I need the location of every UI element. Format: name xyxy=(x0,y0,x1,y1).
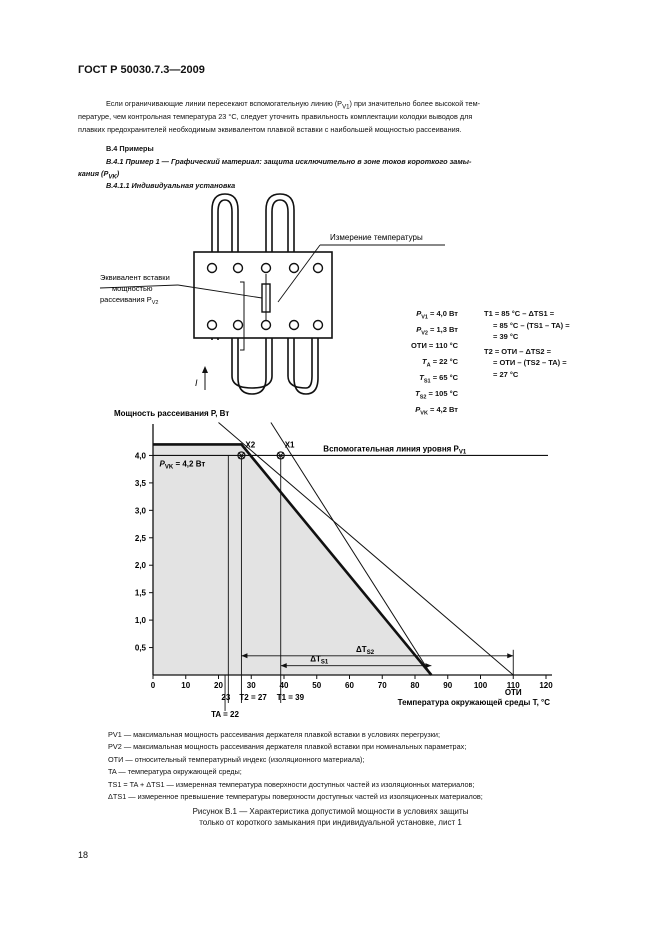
x-tick-label: 50 xyxy=(312,681,322,690)
y-tick-label: 3,5 xyxy=(134,478,146,488)
param-value: = 105 °С xyxy=(426,389,458,398)
chart-ylabel: Мощность рассеивания P, Вт xyxy=(114,409,230,418)
marker-label: X1 xyxy=(284,440,295,450)
x-tick-label: 60 xyxy=(345,681,354,690)
param-sub: V2 xyxy=(421,330,428,337)
param-right-row: T2 = ОТИ – ΔTS2 = xyxy=(484,346,552,356)
x-tick-label: 80 xyxy=(410,681,420,690)
param-left-row xyxy=(378,356,458,372)
terminal-screw xyxy=(208,321,217,330)
param-right-row: = 85 °С – (TS1 – TA) = xyxy=(493,320,570,330)
legend-line: ОТИ — относительный температурный индекс (изоляционного материала); xyxy=(108,754,365,764)
chart-body xyxy=(135,423,553,719)
terminal-screw xyxy=(314,321,323,330)
param-sub: A xyxy=(426,362,431,369)
delta-label-sub: S2 xyxy=(366,649,375,656)
param-left-row xyxy=(378,372,458,388)
terminal-screw xyxy=(290,264,299,273)
x-tick-label: 20 xyxy=(214,681,223,690)
current-arrow-head xyxy=(202,366,208,373)
x-tick-label: 90 xyxy=(443,681,453,690)
param-left-row xyxy=(378,324,458,340)
y-tick-label: 2,0 xyxy=(134,561,146,571)
x-tick-label: 120 xyxy=(539,681,553,690)
x-tick-label: 0 xyxy=(150,681,156,690)
legend-line: TA — температура окружающей среды; xyxy=(108,767,242,777)
figure-caption-2: только от короткого замыкания при индивидуальной установке, лист 1 xyxy=(199,818,462,827)
aux-line-sub: V1 xyxy=(458,449,467,456)
param-sub: S2 xyxy=(419,394,427,401)
pvk-label-sub: VK xyxy=(164,464,174,471)
y-tick-label: 1,5 xyxy=(134,588,146,598)
y-tick-label: 2,5 xyxy=(134,533,146,543)
param-name: P xyxy=(416,309,422,318)
param-value: = 65 °С xyxy=(430,373,458,382)
document-header: ГОСТ Р 50030.7.3—2009 xyxy=(78,64,205,76)
bottom-label: ОТИ xyxy=(504,688,522,697)
terminal-screw xyxy=(234,321,243,330)
param-name: ОТИ xyxy=(411,341,427,350)
intro-sub: V1 xyxy=(342,103,350,111)
power-chart xyxy=(0,400,661,725)
delta-arrow-right xyxy=(507,653,513,658)
intro-text-b: ) при значительно более высокой тем- xyxy=(349,99,481,108)
permissible-area xyxy=(153,444,431,675)
terminal-screw xyxy=(234,264,243,273)
bottom-label: T2 = 27 xyxy=(239,693,267,702)
current-label: I xyxy=(195,378,198,388)
section-b41-cont-text: кания (P xyxy=(78,169,109,178)
page-number: 18 xyxy=(78,850,89,860)
equiv-label-2: мощностью xyxy=(112,284,153,293)
param-left-row xyxy=(378,308,458,324)
params-right xyxy=(484,308,614,380)
legend-line: TS1 = TA + ΔTS1 — измеренная температура поверхности доступных частей из изоляционных материалов; xyxy=(108,779,475,789)
x-tick-label: 110 xyxy=(506,681,520,690)
chart-xlabel: Температура окружающей среды T, °С xyxy=(397,698,550,707)
param-sub: V1 xyxy=(421,314,428,321)
y-tick-label: 0,5 xyxy=(134,643,146,653)
legend-line: PV1 — максимальная мощность рассеивания держателя плавкой вставки в условиях перегрузки; xyxy=(108,730,441,739)
x-tick-label: 10 xyxy=(181,681,191,690)
section-b41: В.4.1 Пример 1 — Графический материал: защита исключительно в зоне токов короткого замы- xyxy=(106,157,472,166)
param-right-row: T1 = 85 °С – ΔTS1 = xyxy=(484,309,555,318)
equiv-label-3 xyxy=(100,295,159,306)
terminal-screw xyxy=(262,321,271,330)
x-tick-label: 70 xyxy=(377,681,387,690)
ta-label: TA = 22 xyxy=(211,710,239,719)
section-b4: В.4 Примеры xyxy=(106,144,154,153)
delta-label-text: ΔT xyxy=(310,654,321,664)
equiv-label-3-text: рассеивания P xyxy=(100,295,152,304)
param-right-row: = 39 °С xyxy=(493,332,519,341)
temp-measurement-label: Измерение температуры xyxy=(330,233,423,242)
terminal-screw xyxy=(262,264,271,273)
terminal-screw xyxy=(314,264,323,273)
legend-line: ΔTS1 — измеренное превышение температуры поверхности доступных частей из изоляционных материалов; xyxy=(108,792,483,801)
param-right-row: = ОТИ – (TS2 – TA) = xyxy=(493,358,567,367)
terminal-screw xyxy=(290,321,299,330)
bottom-label: T1 = 39 xyxy=(276,693,305,702)
legend-line: PV2 — максимальная мощность рассеивания держателя плавкой вставки при номинальных параметрах; xyxy=(108,742,467,752)
param-name: T xyxy=(419,373,424,382)
delta-label-text: ΔT xyxy=(356,644,367,654)
param-name: T xyxy=(422,357,427,366)
equiv-label-1: Эквивалент вставки xyxy=(100,273,170,282)
param-value: = 4,0 Вт xyxy=(427,309,458,318)
x-tick-label: 30 xyxy=(246,681,256,690)
y-tick-label: 1,0 xyxy=(134,616,146,626)
intro-line-2: пературе, чем контрольная температура 23 °С, следует уточнить правильность комплектации колодки выводов для xyxy=(78,112,473,121)
intro-text-a: Если ограничивающие линии пересекают вспомогательную линию (P xyxy=(106,99,343,108)
delta-arrow-right xyxy=(425,663,431,668)
param-name: P xyxy=(415,405,421,414)
terminal-screw xyxy=(208,264,217,273)
param-value: = 4,2 Вт xyxy=(427,405,458,414)
intro-line-3: плавких предохранителей необходимым эквивалентом плавкой вставки с наибольшей мощностью рассеивания. xyxy=(78,125,462,134)
x-tick-label: 40 xyxy=(279,681,289,690)
bottom-label: 23 xyxy=(221,693,231,702)
section-b411: В.4.1.1 Индивидуальная установка xyxy=(106,181,236,190)
param-value: = 1,3 Вт xyxy=(427,325,458,334)
param-sub: S1 xyxy=(423,378,431,385)
param-value: = 110 °С xyxy=(426,341,458,350)
param-sub: VK xyxy=(420,410,428,417)
pvk-label-text: P xyxy=(159,459,165,469)
param-name: P xyxy=(416,325,422,334)
x-tick-label: 100 xyxy=(473,681,488,690)
section-b41-sub: VK xyxy=(108,173,117,181)
delta-label-sub: S1 xyxy=(320,659,329,666)
section-b41-end: ) xyxy=(116,169,120,178)
param-left-row xyxy=(378,340,458,356)
equiv-label-3-sub: V2 xyxy=(151,300,159,306)
y-tick-label: 3,0 xyxy=(134,506,146,516)
marker-label: X2 xyxy=(245,440,256,450)
param-name: T xyxy=(415,389,420,398)
figure-caption-1: Рисунок В.1 — Характеристика допустимой мощности в условиях защиты xyxy=(192,807,469,816)
param-right-row: = 27 °С xyxy=(493,369,519,379)
pvk-label-value: = 4,2 Вт xyxy=(173,459,206,469)
param-value: = 22 °С xyxy=(430,357,458,366)
aux-line-label: Вспомогательная линия уровня $P_{V1}$ xyxy=(323,444,467,456)
y-tick-label: 4,0 xyxy=(134,451,146,461)
